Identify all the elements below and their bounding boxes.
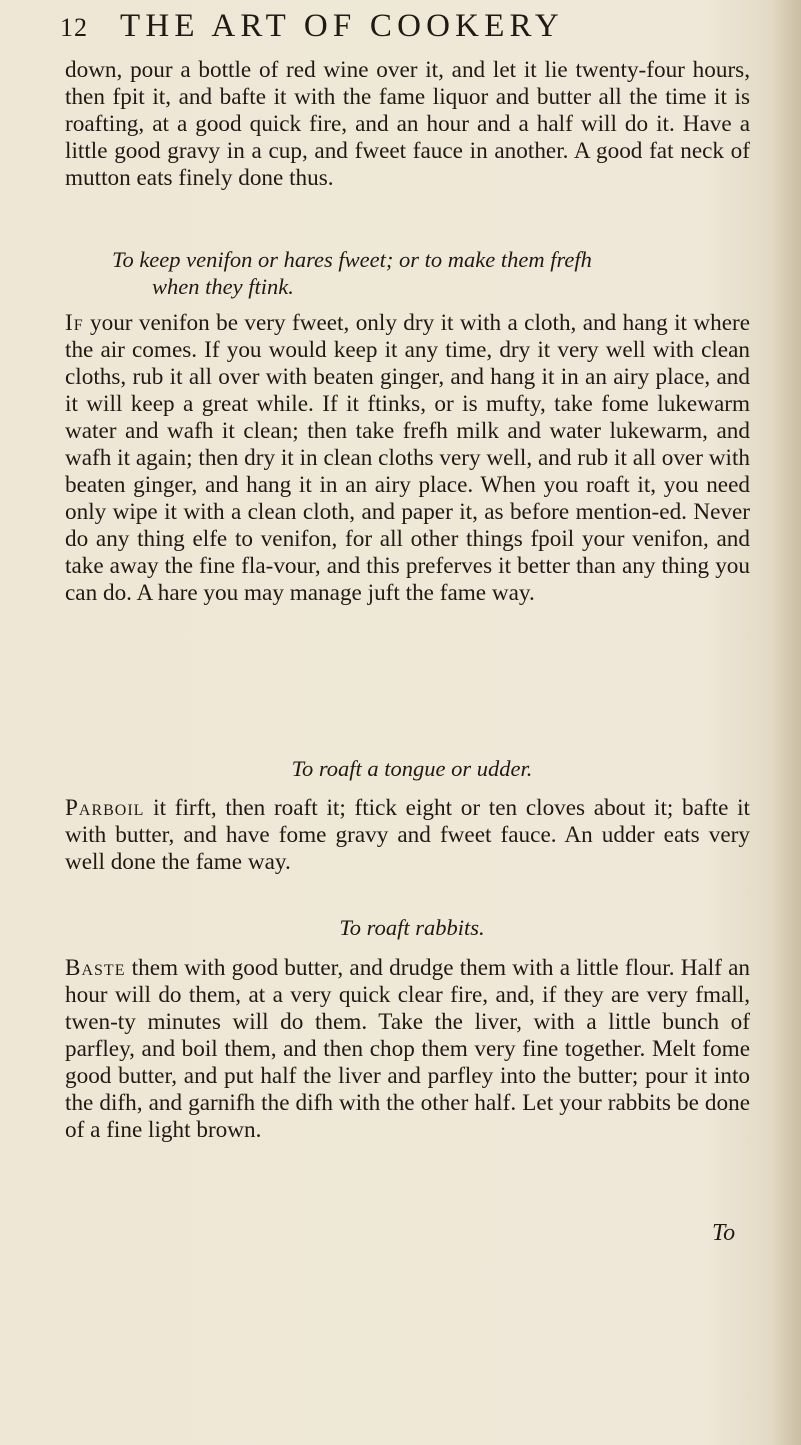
section-paragraph-venison [65,310,750,607]
section-paragraph-rabbits [65,955,750,1144]
catchword: To [712,1220,736,1246]
paragraph-text: down, pour a bottle of red wine over it, and let it lie twenty-four hours, then fpit it, and bafte it with the fame liquor and butter all the time it is roafting, at a good quick fire, and an hour and a half will do it. Have a little good gravy in a cup, and fweet fauce in another. A good fat neck of mutton eats finely done thus. [65,57,750,191]
section-paragraph-tongue [65,795,750,876]
heading-line-1: To keep venifon or hares fweet; or to make them frefh [112,247,592,272]
continuation-paragraph [65,57,750,192]
section-heading-rabbits: To roaft rabbits. [339,915,485,940]
page-number: 12 [60,13,88,42]
section-heading-tongue: To roaft a tongue or udder. [291,756,533,781]
paragraph-text: it firft, then roaft it; ftick eight or ten cloves about it; bafte it with butter, and have fome gravy and fweet fauce. An udder eats very well done the fame way. [65,795,750,875]
running-head: THE ART OF COOKERY [120,8,564,44]
page-header [60,8,760,52]
paragraph-text: your venifon be very fweet, only dry it with a cloth, and hang it where the air comes. If you would keep it any time, dry it very well with clean cloths, rub it all over with beaten ginger, and hang it in an airy place, and it will keep a great while. If it ftinks, or is mufty, take fome lukewarm water and wafh it clean; then take frefh milk and water lukewarm, and wafh it again; then dry it in clean cloths very well, and rub it all over with beaten ginger, and hang it in an airy place. When you roaft it, you need only wipe it with a clean cloth, and paper it, as before mention-ed. Never do any thing elfe to venifon, for all other things fpoil your venifon, and take away the fine fla-vour, and this preferves it better than any thing you can do. A hare you may manage juft the fame way. [65,310,750,606]
section-heading-venison [72,246,752,300]
page-edge-shadow [773,0,801,1445]
heading-line-2: when they ftink. [152,274,294,299]
lead-word: If [65,310,84,336]
lead-word: Baste [65,955,126,981]
lead-word: Parboil [65,795,145,821]
paragraph-text: them with good butter, and drudge them with a little flour. Half an hour will do them, at a very quick clear fire, and, if they are very fmall, twen-ty minutes will do them. Take the liver, with a little bunch of parfley, and boil them, and then chop them very fine together. Melt fome good butter, and put half the liver and parfley into the butter; pour it into the difh, and garnifh the difh with the other half. Let your rabbits be done of a fine light brown. [65,955,750,1143]
